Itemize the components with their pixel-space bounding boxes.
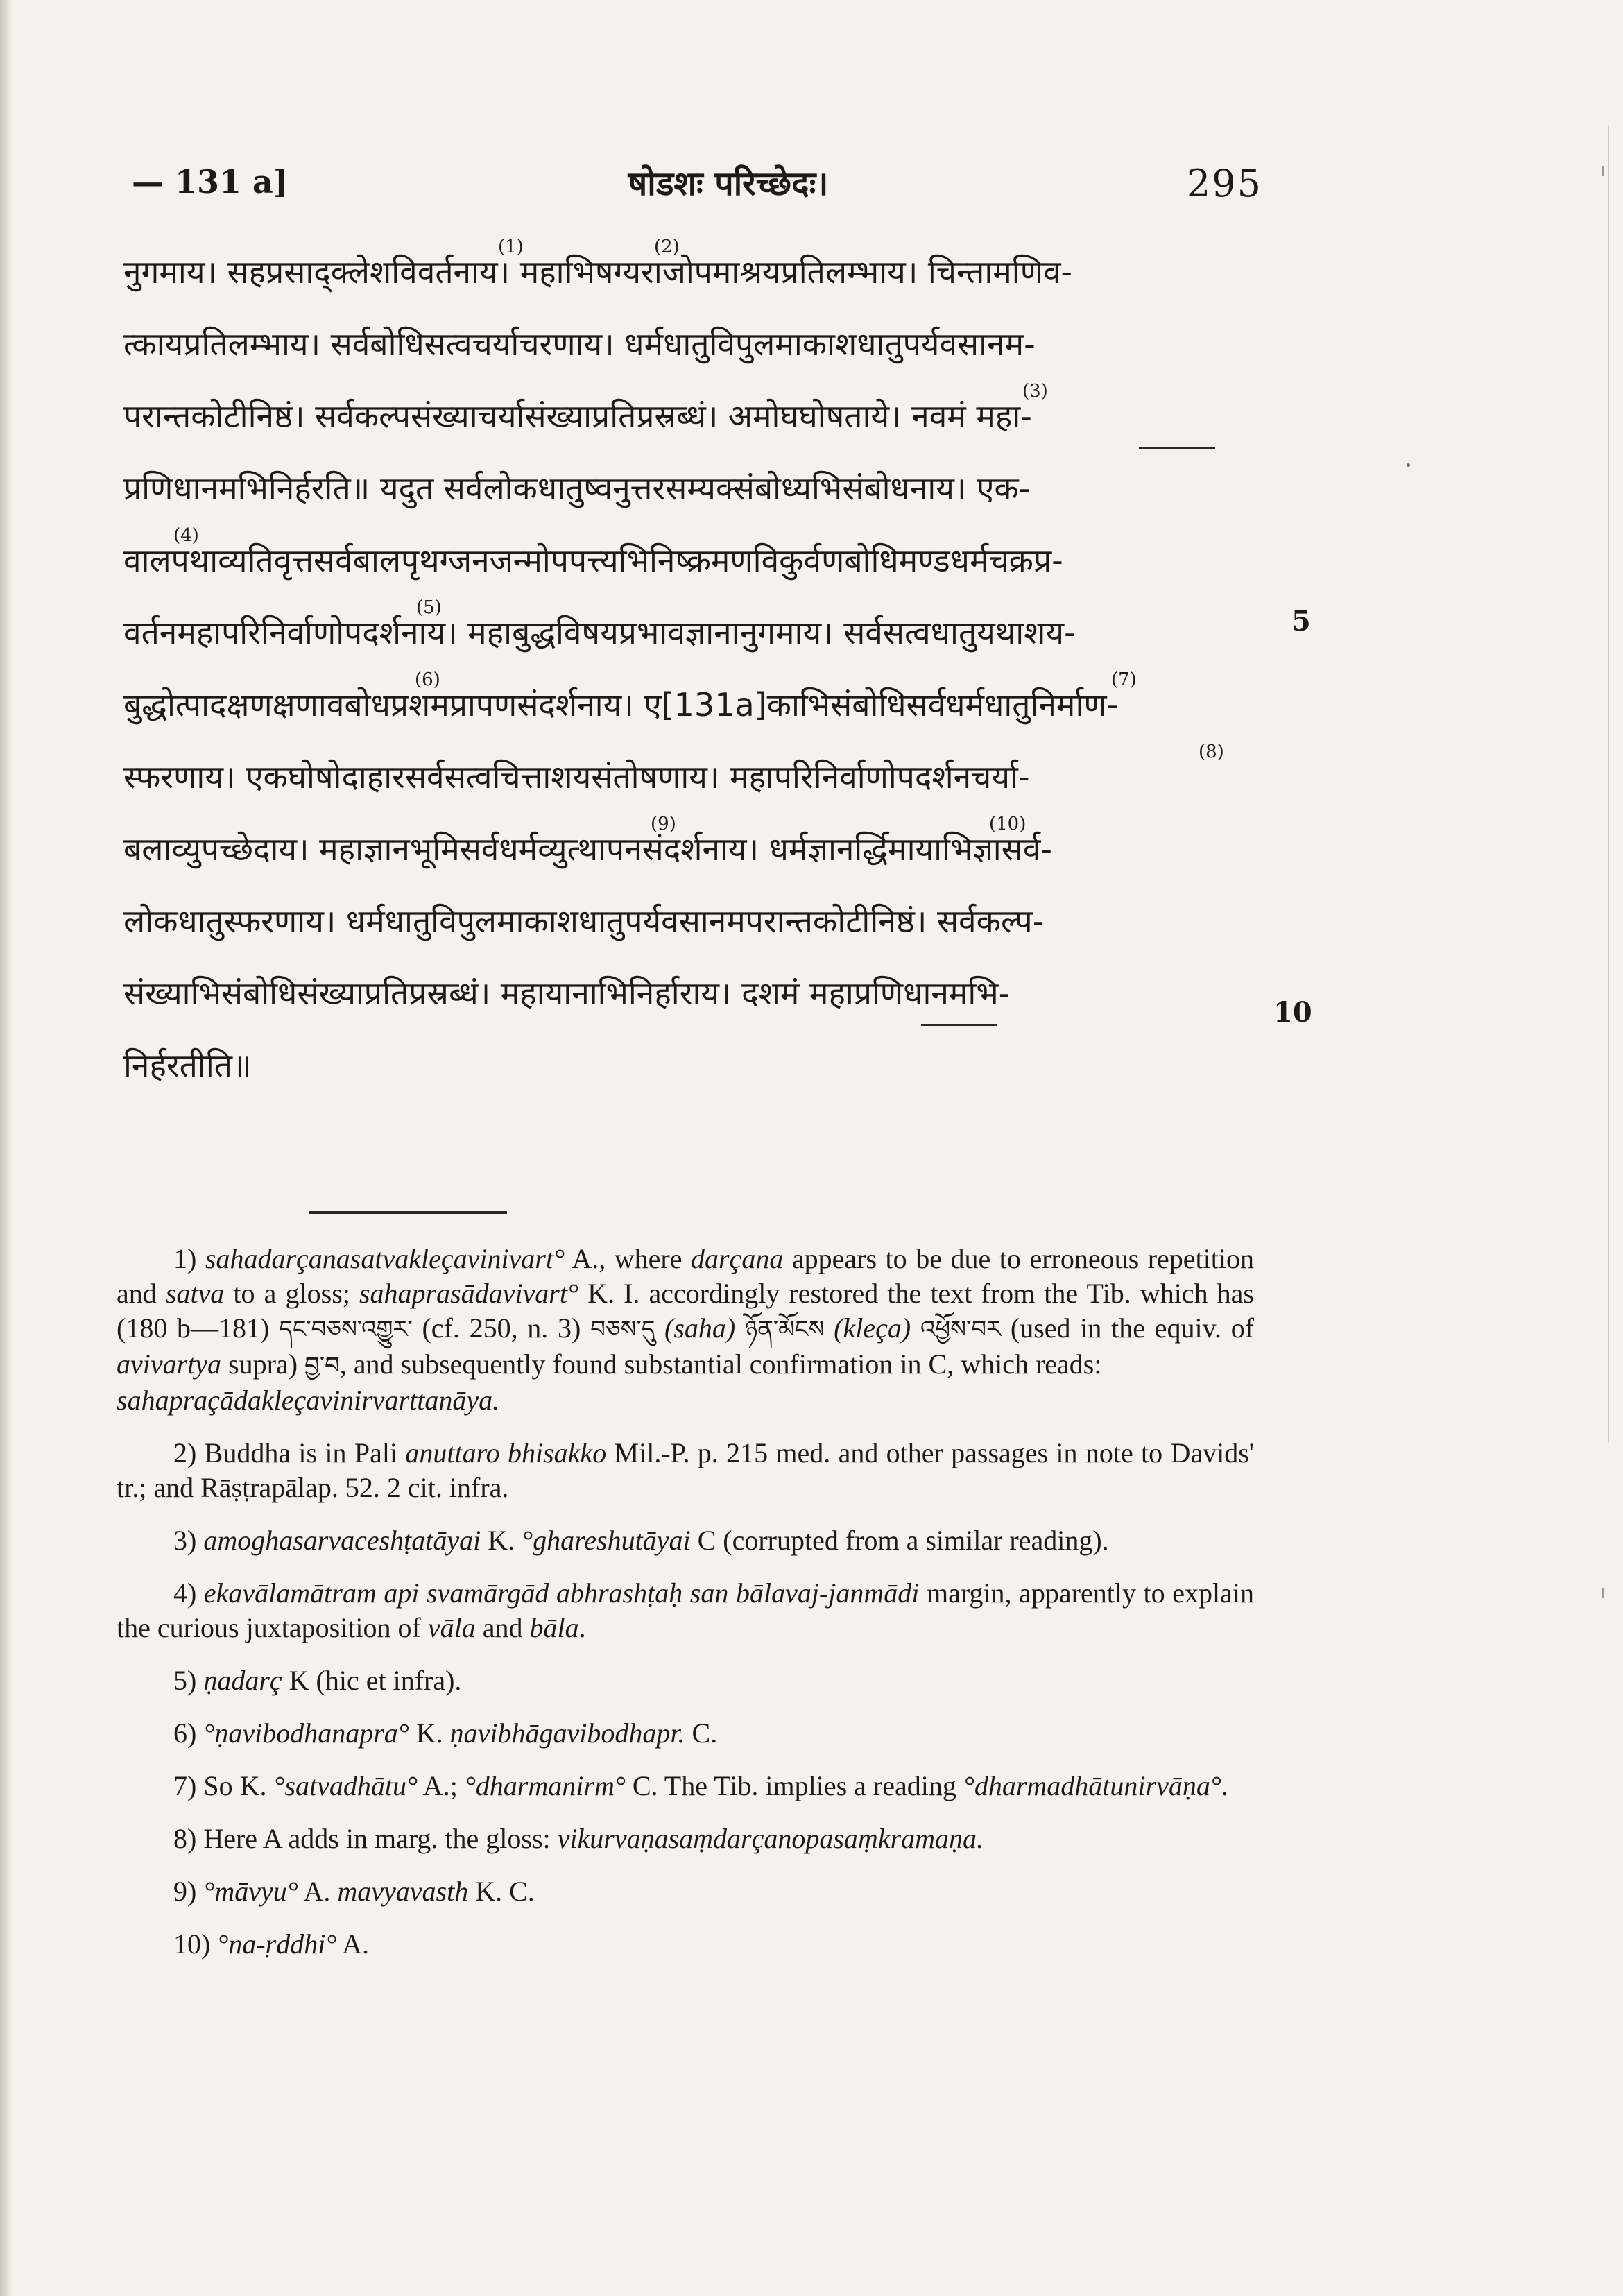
running-head	[132, 163, 1262, 212]
text-line: त्कायप्रतिलम्भाय। सर्वबोधिसत्वचर्याचरणाय। धर्मधातुविपुलमाकाशधातुपर्यवसानम-	[123, 325, 1036, 363]
footnote-10: 10) °na-ṛddhi° A.	[173, 1928, 370, 1960]
underline-mark	[1139, 447, 1215, 449]
underline-mark	[921, 1024, 997, 1026]
note-marker: (2)	[654, 237, 680, 257]
footnotes	[117, 1242, 1254, 1962]
text-line: लोकधातुस्फरणाय। धर्मधातुविपुलमाकाशधातुपर्यवसानमपरान्तकोटीनिष्ठं। सर्वकल्प-	[123, 902, 1045, 940]
note-marker: (4)	[173, 525, 199, 546]
footnote-3: 3) amoghasarvaceshṭatāyai K. °ghareshutāyai C (corrupted from a similar reading).	[173, 1525, 1109, 1556]
note-marker: (5)	[416, 597, 442, 618]
footnote-2: 2) Buddha is in Pali anuttaro bhisakko Mil.-P. p. 215 med. and other passages in note to Davids' tr.; and Rāṣṭrapālap. 52. 2 cit. infra.	[117, 1437, 1255, 1503]
tibetan-text: དང་བཅས་འགྱུར་	[279, 1316, 413, 1344]
chapter-title: षोडशः परिच्छेदः।	[628, 164, 829, 203]
footnote-5: 5) ṇadarç K (hic et infra).	[173, 1665, 462, 1696]
tibetan-text: ཉོན་མོངས	[744, 1316, 825, 1344]
margin-tick	[1602, 166, 1604, 176]
binding-shadow	[0, 0, 12, 2296]
footnote-9: 9) °māvyu° A. mavyavasth K. C.	[173, 1876, 535, 1907]
note-marker: (1)	[498, 237, 524, 257]
footnote-1: 1) sahadarçanasatvakleçavinivart° A., where darçana appears to be due to erroneous repetition and satva to a gloss; sahaprasādavivart° K. I. accordingly restored the text from the Tib. which has (180 b—181) དང་བཅས་འགྱུར་ (cf. 250, n. 3) བཅས་དུ (saha) ཉོན་མོངས (kleça) འཕྱོས་བར (used in the equiv. of avivartya supra) བྱ་བ, and subsequently found substantial confirmation in C, which reads:	[117, 1243, 1255, 1380]
sanskrit-main-text	[123, 236, 1268, 1102]
page-number: 295	[1186, 162, 1262, 205]
tibetan-text: བྱ་བ	[304, 1352, 340, 1380]
text-line: संख्याभिसंबोधिसंख्याप्रतिप्रस्रब्धं। महायानाभिनिर्हाराय। दशमं महाप्रणिधानमभि-	[123, 957, 1268, 1029]
text-line: बलाव्युपच्छेदाय। महाज्ञानभूमिसर्वधर्मव्युत्थापनसंदर्शनाय। धर्मज्ञानर्द्धिमायाभिज्ञासर्व- (9) (10)	[123, 813, 1268, 885]
text-line: परान्तकोटीनिष्ठं। सर्वकल्पसंख्याचर्यासंख्याप्रतिप्रस्रब्धं। अमोघघोषताये। नवमं महा- (3)	[123, 380, 1268, 452]
tibetan-text: བཅས་དུ	[590, 1316, 655, 1344]
page-edge-rule	[1608, 125, 1609, 1443]
footnote-6: 6) °ṇavibodhanapra° K. ṇavibhāgavibodhapr. C.	[173, 1717, 718, 1749]
text-line: निर्हरतीति॥	[123, 1047, 252, 1084]
margin-line-number: 5	[1291, 605, 1311, 637]
margin-tick	[1602, 1588, 1604, 1598]
margin-line-number: 10	[1273, 996, 1312, 1029]
note-marker: (3)	[1022, 381, 1048, 402]
footnote-separator	[309, 1211, 507, 1214]
note-marker: (8)	[1199, 742, 1224, 762]
footnote-7: 7) So K. °satvadhātu° A.; °dharmanirm° C. The Tib. implies a reading °dharmadhātunirvāṇa°.	[173, 1770, 1228, 1801]
tibetan-text: འཕྱོས་བར	[920, 1316, 1002, 1344]
text-line: नुगमाय। सहप्रसाद्क्लेशविवर्तनाय। महाभिषग्यराजोपमाश्रयप्रतिलम्भाय। चिन्तामणिव- (1) (2)	[123, 236, 1268, 308]
note-marker: (7)	[1111, 669, 1137, 690]
footnote-4: 4) ekavālamātram api svamārgād abhrashṭaḥ san bālavaj-janmādi margin, apparently to explain the curious juxtaposition of vāla and bāla.	[117, 1577, 1254, 1643]
text-line: बुद्धोत्पादक्षणक्षणावबोधप्रशमप्रापणसंदर्शनाय। ए[131a]काभिसंबोधिसर्वधर्मधातुनिर्माण- (6) (7)	[123, 669, 1268, 741]
text-line: वालपथाव्यतिवृत्तसर्वबालपृथग्जनजन्मोपपत्त्यभिनिष्क्रमणविकुर्वणबोधिमण्डधर्मचक्रप्र- (4)	[123, 524, 1268, 597]
note-marker: (9)	[651, 814, 676, 834]
footnote-8: 8) Here A adds in marg. the gloss: vikurvaṇasaṃdarçanopasaṃkramaṇa.	[173, 1823, 984, 1854]
page-speck	[1407, 463, 1410, 467]
note-marker: (10)	[989, 814, 1027, 834]
text-line: प्रणिधानमभिनिर्हरति॥ यदुत सर्वलोकधातुष्वनुत्तरसम्यक्संबोध्यभिसंबोधनाय। एक-	[123, 470, 1031, 507]
footnote-1-continuation: sahapraçādakleçavinirvarttanāya.	[117, 1385, 500, 1416]
text-line: वर्तनमहापरिनिर्वाणोपदर्शनाय। महाबुद्धविषयप्रभावज्ञानानुगमाय। सर्वसत्वधातुयथाशय- (5)	[123, 597, 1268, 669]
folio-reference: — 131 a]	[132, 163, 289, 200]
note-marker: (6)	[415, 669, 440, 690]
text-line: स्फरणाय। एकघोषोदाहारसर्वसत्वचित्ताशयसंतोषणाय। महापरिनिर्वाणोपदर्शनचर्या- (8)	[123, 741, 1268, 813]
